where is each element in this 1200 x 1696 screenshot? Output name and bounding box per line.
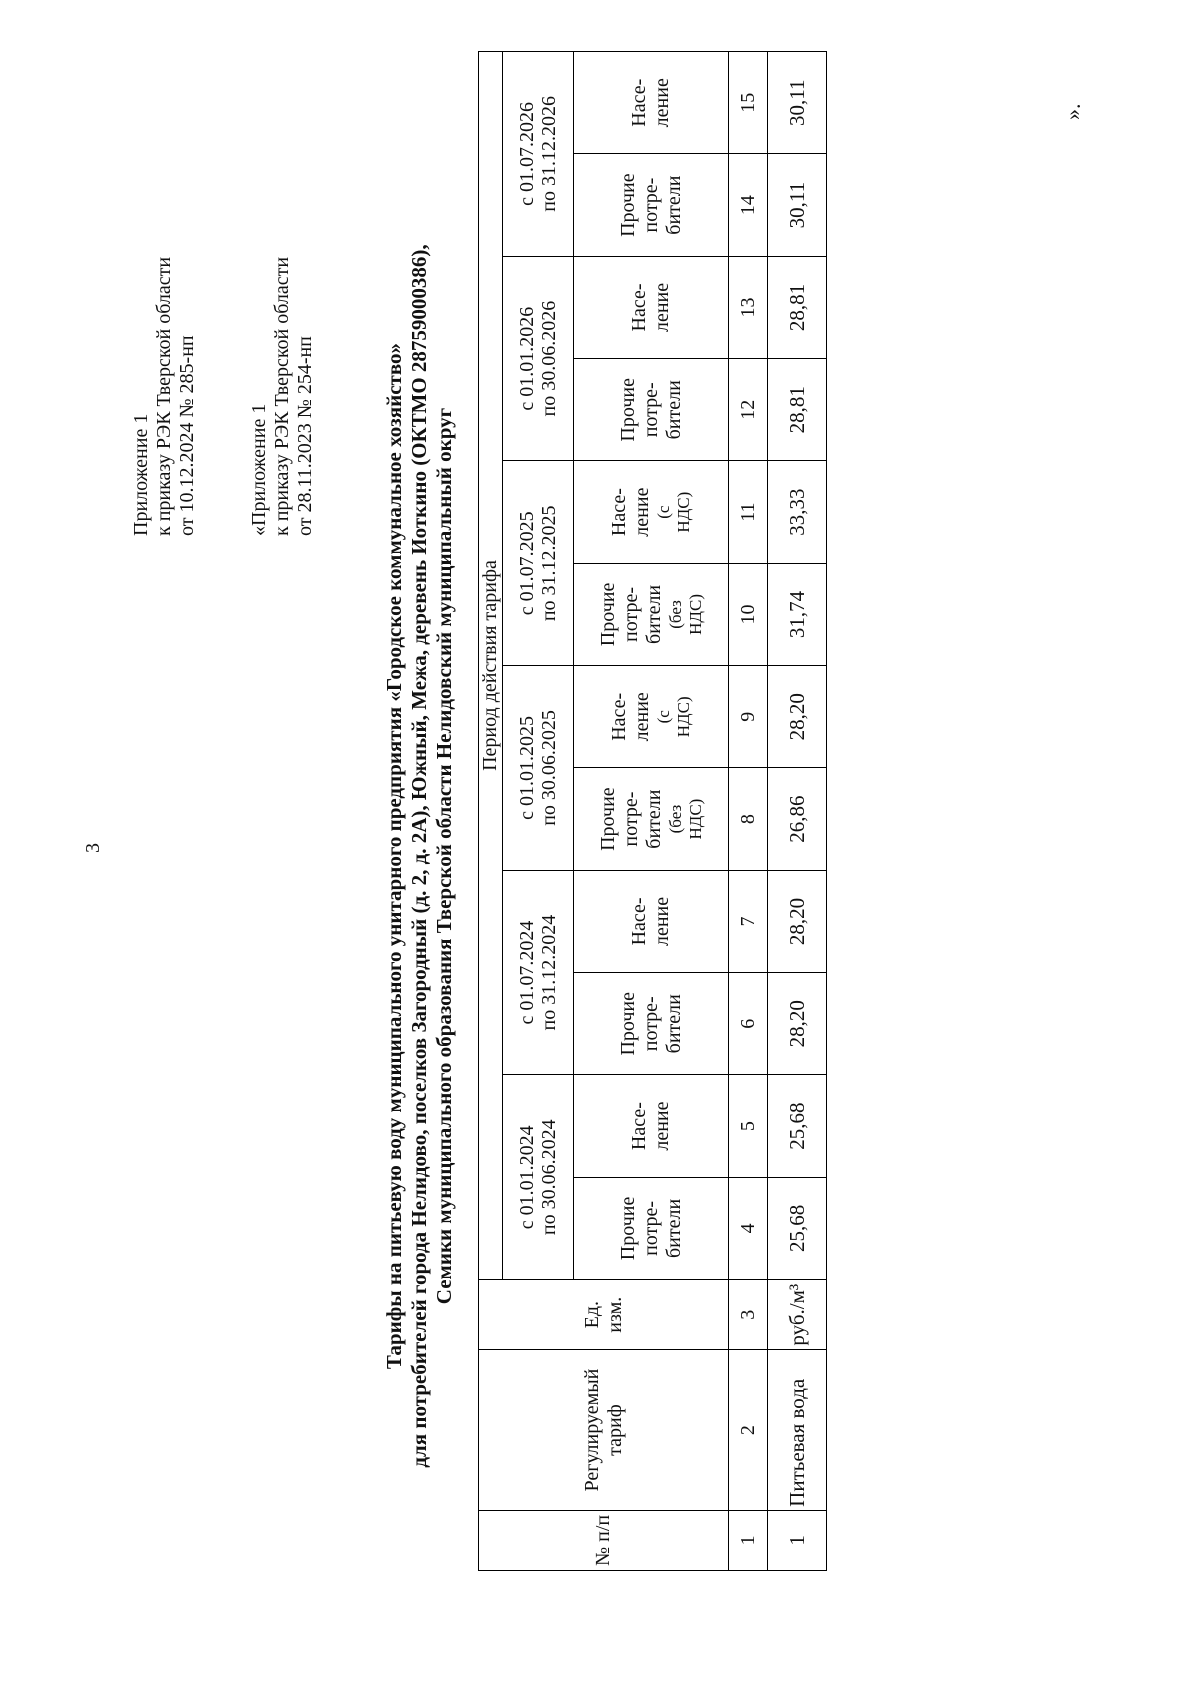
period-range bbox=[503, 256, 574, 461]
column-number: 15 bbox=[729, 52, 768, 154]
subheader-population bbox=[574, 666, 729, 768]
subheader-line: потре- bbox=[639, 1200, 662, 1256]
subheader-line: бители bbox=[662, 1198, 685, 1259]
subheader-line: Прочие bbox=[616, 378, 639, 442]
column-number: 2 bbox=[729, 1350, 768, 1511]
subheader-line: ление bbox=[651, 896, 673, 946]
subheader-line: потре- bbox=[639, 382, 662, 438]
appendix-line: от 10.12.2024 № 285-нп bbox=[176, 335, 198, 536]
subheader-line: Прочие bbox=[616, 1196, 639, 1261]
column-number-row bbox=[729, 52, 768, 1571]
closing-quote-mark: ». bbox=[1060, 103, 1085, 120]
page-number: 3 bbox=[82, 843, 104, 853]
subheader-line: Насе- bbox=[628, 78, 650, 127]
subheader-line: Прочие bbox=[596, 582, 619, 647]
subheader-line: бители bbox=[642, 584, 665, 645]
cell-tariff-value: 33,33 bbox=[768, 461, 827, 563]
period-from: с 01.07.2025 bbox=[516, 511, 538, 616]
column-number: 12 bbox=[729, 359, 768, 461]
subheader-other-consumers bbox=[574, 154, 729, 256]
period-to: по 31.12.2026 bbox=[538, 96, 560, 212]
cell-tariff-value: 25,68 bbox=[768, 1075, 827, 1177]
appendix-note-current bbox=[130, 257, 199, 536]
period-range bbox=[503, 870, 574, 1075]
subheader-line: Прочие bbox=[616, 991, 639, 1056]
subheader-line: потре- bbox=[619, 791, 642, 847]
column-number: 7 bbox=[729, 870, 768, 972]
header-unit: Ед. изм. bbox=[479, 1280, 729, 1350]
subheader-population bbox=[574, 870, 729, 972]
column-number: 9 bbox=[729, 666, 768, 768]
period-range bbox=[503, 666, 574, 871]
subheader-line: Насе- bbox=[608, 488, 630, 537]
subheader-line: бители bbox=[642, 789, 665, 849]
title-line: Семики муниципального образования Тверской области Нелидовский муниципальный округ bbox=[432, 407, 456, 1305]
cell-tariff-value: 28,20 bbox=[768, 973, 827, 1075]
period-from: с 01.01.2024 bbox=[516, 1125, 538, 1230]
cell-row-no: 1 bbox=[768, 1510, 827, 1570]
period-from: с 01.07.2024 bbox=[516, 920, 538, 1025]
period-range bbox=[503, 1075, 574, 1280]
appendix-line: к приказу РЭК Тверской области bbox=[153, 256, 175, 536]
header-row-period bbox=[479, 52, 503, 1571]
header-tariff: Регулируемый тариф bbox=[479, 1350, 729, 1511]
cell-tariff-value: 25,68 bbox=[768, 1177, 827, 1279]
cell-tariff-value: 30,11 bbox=[768, 52, 827, 154]
header-period: Период действия тарифа bbox=[479, 52, 503, 1280]
column-number: 14 bbox=[729, 154, 768, 256]
subheader-population bbox=[574, 1075, 729, 1177]
period-to: по 30.06.2026 bbox=[538, 300, 560, 417]
period-range bbox=[503, 461, 574, 666]
period-to: по 31.12.2024 bbox=[538, 914, 560, 1031]
subheader-other-consumers bbox=[574, 359, 729, 461]
cell-tariff-value: 28,81 bbox=[768, 256, 827, 358]
subheader-line: бители bbox=[662, 994, 685, 1054]
subheader-population bbox=[574, 52, 729, 154]
cell-tariff-value: 31,74 bbox=[768, 563, 827, 665]
subheader-other-consumers bbox=[574, 768, 729, 870]
subheader-other-consumers bbox=[574, 1177, 729, 1279]
header-row-no: № п/п bbox=[479, 1510, 729, 1570]
subheader-line: ление bbox=[631, 692, 653, 742]
cell-tariff-value: 26,86 bbox=[768, 768, 827, 870]
subheader-line: Насе- bbox=[628, 1102, 650, 1151]
column-number: 11 bbox=[729, 461, 768, 563]
period-from: с 01.01.2026 bbox=[516, 306, 538, 411]
subheader-vat-note: НДС) bbox=[674, 491, 693, 533]
cell-unit: руб./м³ bbox=[768, 1280, 827, 1350]
subheader-line: ление bbox=[651, 78, 673, 128]
title-line: Тарифы на питьевую воду муниципального унитарного предприятия «Городское коммунальное хозяйство» bbox=[382, 342, 406, 1370]
subheader-line: бители bbox=[662, 175, 685, 235]
appendix-note-previous bbox=[248, 257, 317, 536]
period-to: по 30.06.2024 bbox=[538, 1119, 560, 1236]
period-range bbox=[503, 52, 574, 257]
column-number: 8 bbox=[729, 768, 768, 870]
cell-tariff-value: 28,20 bbox=[768, 666, 827, 768]
subheader-population bbox=[574, 256, 729, 358]
subheader-line: ление bbox=[651, 1101, 673, 1151]
subheader-vat-note: НДС) bbox=[685, 798, 705, 840]
column-number: 5 bbox=[729, 1075, 768, 1177]
subheader-line: Прочие bbox=[616, 173, 639, 237]
subheader-line: бители bbox=[662, 380, 685, 440]
column-number: 4 bbox=[729, 1177, 768, 1279]
subheader-vat-note: НДС) bbox=[685, 594, 705, 635]
appendix-line: Приложение 1 bbox=[130, 413, 152, 536]
column-number: 10 bbox=[729, 563, 768, 665]
subheader-line: потре- bbox=[619, 586, 642, 642]
column-number: 3 bbox=[729, 1280, 768, 1350]
subheader-line: Насе- bbox=[608, 692, 630, 741]
column-number: 1 bbox=[729, 1510, 768, 1570]
appendix-line: от 28.11.2023 № 254-нп bbox=[294, 336, 316, 536]
subheader-line: Насе- bbox=[628, 283, 650, 332]
table-row bbox=[768, 52, 827, 1571]
period-to: по 31.12.2025 bbox=[538, 505, 560, 622]
period-from: с 01.07.2026 bbox=[516, 101, 538, 206]
subheader-line: ление bbox=[651, 282, 673, 333]
subheader-other-consumers bbox=[574, 973, 729, 1075]
subheader-line: потре- bbox=[639, 177, 662, 233]
tariff-table bbox=[478, 51, 827, 1571]
subheader-line: Прочие bbox=[596, 787, 619, 851]
subheader-line: ление bbox=[631, 487, 653, 537]
subheader-other-consumers bbox=[574, 563, 729, 665]
subheader-vat-note: (с bbox=[654, 710, 673, 724]
subheader-vat-note: НДС) bbox=[674, 696, 693, 738]
title-line: для потребителей города Нелидово, поселков Загородный (д. 2, д. 2А), Южный, Межа, деревень Иоткино (ОКТМО 28759000386), bbox=[407, 244, 431, 1468]
column-number: 13 bbox=[729, 256, 768, 358]
column-number: 6 bbox=[729, 973, 768, 1075]
subheader-vat-note: (с bbox=[654, 505, 673, 519]
subheader-vat-note: (без bbox=[665, 600, 685, 629]
cell-tariff-value: 28,20 bbox=[768, 870, 827, 972]
appendix-line: «Приложение 1 bbox=[248, 403, 270, 536]
period-to: по 30.06.2025 bbox=[538, 710, 560, 826]
subheader-vat-note: (без bbox=[665, 804, 685, 834]
subheader-line: потре- bbox=[639, 996, 662, 1052]
appendix-line: к приказу РЭК Тверской области bbox=[271, 256, 293, 536]
period-from: с 01.01.2025 bbox=[516, 716, 538, 820]
subheader-line: Насе- bbox=[628, 897, 650, 946]
subheader-population bbox=[574, 461, 729, 563]
cell-tariff-value: 30,11 bbox=[768, 154, 827, 256]
document-title bbox=[382, 176, 457, 1536]
cell-tariff-value: 28,81 bbox=[768, 359, 827, 461]
cell-tariff-name: Питьевая вода bbox=[768, 1350, 827, 1511]
